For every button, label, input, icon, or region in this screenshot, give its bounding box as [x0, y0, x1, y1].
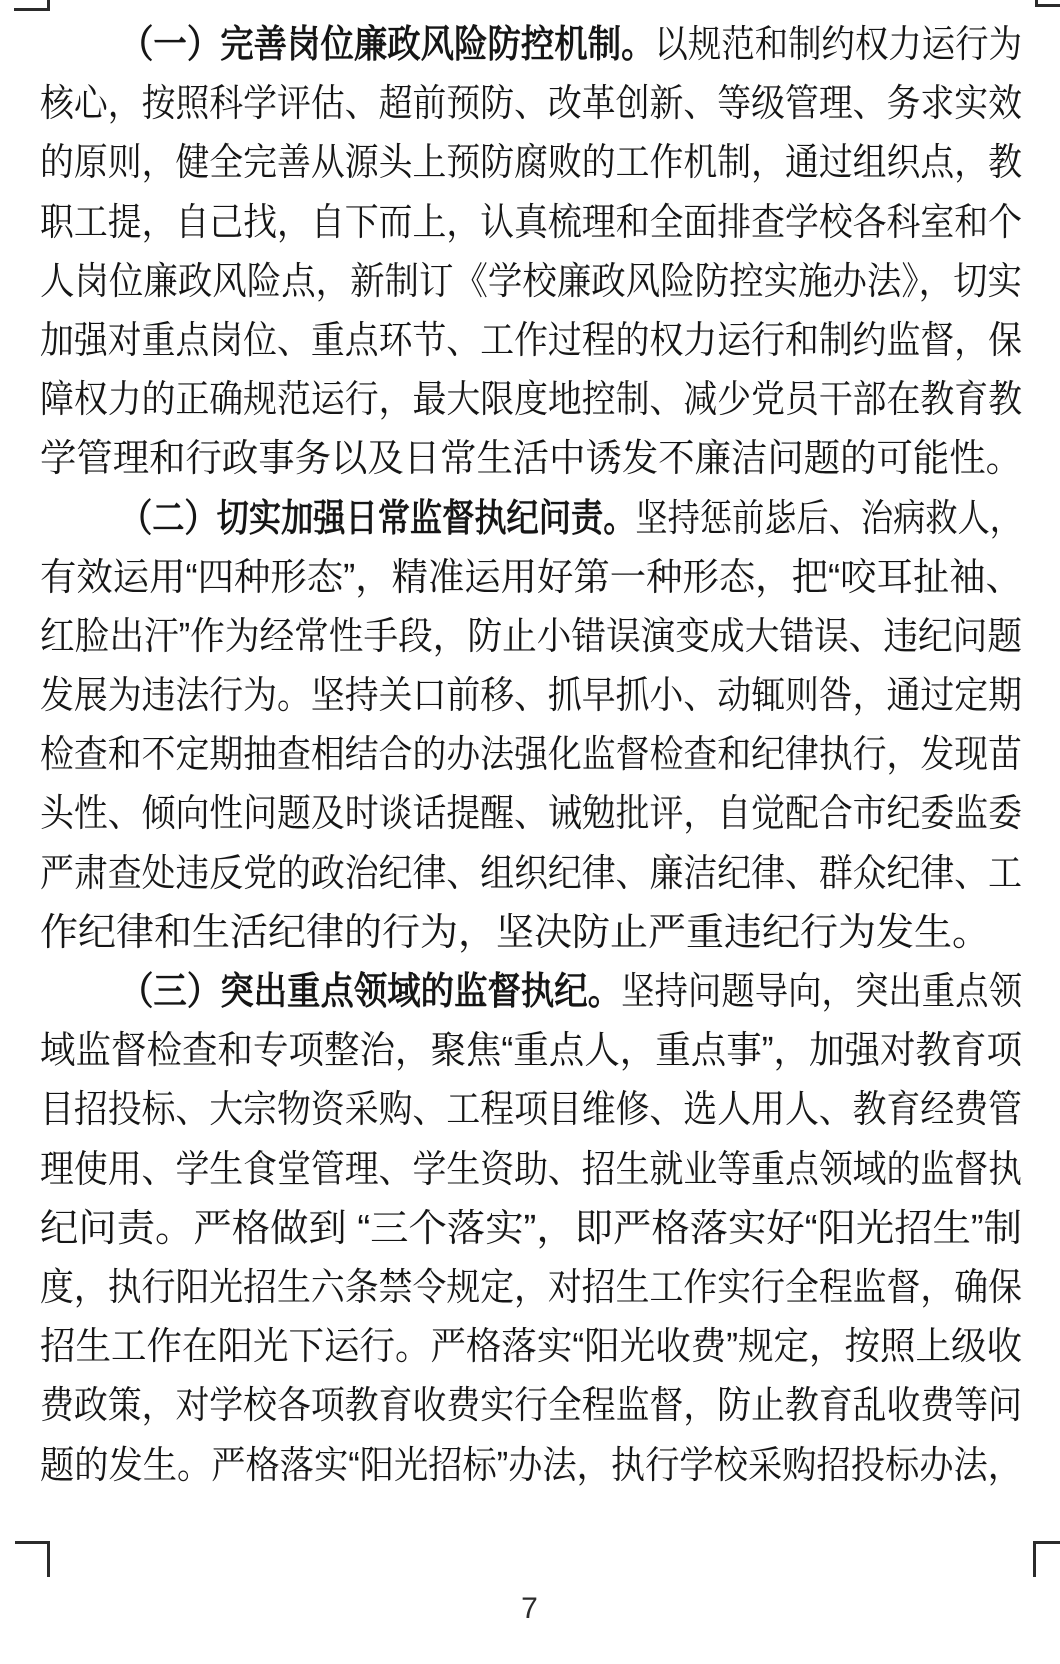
text-line [40, 785, 1022, 844]
paragraph-heading: （一）完善岗位廉政风险防控机制。 [120, 24, 655, 66]
text-line-content [40, 312, 1022, 371]
text-line-content [40, 194, 1022, 253]
text-line [40, 1022, 1022, 1081]
text-line [40, 490, 1022, 549]
text-line-content [120, 16, 1022, 75]
paragraph-text: 域监督检查和专项整治，聚焦“重点人，重点事”，加强对教育项 [40, 1030, 1022, 1073]
text-line-content [40, 1022, 1022, 1081]
text-line-content [40, 785, 1022, 844]
page-footer [0, 1592, 1060, 1626]
text-line [40, 1141, 1022, 1200]
crop-mark-bottom-left [15, 1541, 50, 1577]
paragraph-text: 理使用、学生食堂管理、学生资助、招生就业等重点领域的监督执 [40, 1148, 1022, 1191]
text-line [40, 608, 1022, 667]
paragraph-text: 坚持惩前毖后、治病救人， [635, 497, 1022, 540]
paragraph-heading: （三）突出重点领域的监督执纪。 [120, 971, 622, 1013]
text-line [40, 726, 1022, 785]
paragraph-text: 作纪律和生活纪律的行为，坚决防止严重违纪行为发生。 [40, 911, 991, 954]
paragraph-text: 加强对重点岗位、重点环节、工作过程的权力运行和制约监督，保 [40, 319, 1022, 362]
text-line [40, 549, 1022, 608]
paragraph-text: 严肃查处违反党的政治纪律、组织纪律、廉洁纪律、群众纪律、工 [40, 852, 1022, 895]
text-line [40, 1437, 1022, 1496]
paragraph-text: 头性、倾向性问题及时谈话提醒、诫勉批评，自觉配合市纪委监委 [40, 793, 1022, 836]
text-line [40, 134, 1022, 193]
paragraph-text: 有效运用“四种形态”，精准运用好第一种形态，把“咬耳扯袖、 [40, 556, 1022, 599]
text-line [40, 194, 1022, 253]
text-line-content [40, 904, 990, 963]
text-line [40, 1081, 1022, 1140]
text-line-content [40, 75, 1022, 134]
page-number: 7 [521, 1592, 539, 1625]
text-line-content [40, 253, 1022, 312]
text-line-content [40, 430, 1022, 489]
text-line-content [40, 1081, 1022, 1140]
paragraph-text: 度，执行阳光招生六条禁令规定，对招生工作实行全程监督，确保 [40, 1266, 1022, 1309]
text-line [40, 253, 1022, 312]
text-line [40, 371, 1022, 430]
paragraph-text: 费政策，对学校各项教育收费实行全程监督，防止教育乱收费等问 [40, 1385, 1022, 1428]
text-line-content [40, 371, 1022, 430]
paragraph-text: 检查和不定期抽查相结合的办法强化监督检查和纪律执行，发现苗 [40, 734, 1022, 777]
paragraph-text: 人岗位廉政风险点，新制订《学校廉政风险防控实施办法》，切实 [40, 260, 1022, 303]
paragraph-text: 纪问责。严格做到 “三个落实”，即严格落实好“阳光招生”制 [40, 1207, 1022, 1250]
text-line [40, 430, 1022, 489]
text-line-content [40, 549, 1022, 608]
paragraph-text: 红脸出汗”作为经常性手段，防止小错误演变成大错误、违纪问题 [40, 615, 1022, 658]
text-line-content [120, 490, 1022, 549]
paragraph-text: 职工提，自己找，自下而上，认真梳理和全面排查学校各科室和个 [40, 201, 1022, 244]
paragraph-text: 以规范和制约权力运行为 [654, 24, 1022, 66]
paragraph-text: 障权力的正确规范运行，最大限度地控制、减少党员干部在教育教 [40, 379, 1022, 422]
text-line [40, 667, 1022, 726]
paragraph-text: 发展为违法行为。坚持关口前移、抓早抓小、动辄则咎，通过定期 [40, 675, 1022, 718]
text-line-content [40, 1318, 1022, 1377]
text-line [40, 312, 1022, 371]
text-line [40, 963, 1022, 1022]
text-line-content [40, 1377, 1022, 1436]
text-line-content [40, 1259, 1022, 1318]
text-line-content [40, 726, 1022, 785]
text-line-content [40, 667, 1022, 726]
paragraph-text: 题的发生。严格落实“阳光招标”办法，执行学校采购招投标办法， [40, 1444, 1022, 1487]
crop-mark-bottom-right [1033, 1541, 1060, 1577]
crop-mark-top-left [14, 0, 50, 11]
paragraph-text: 学管理和行政事务以及日常生活中诱发不廉洁问题的可能性。 [40, 438, 1022, 481]
paragraph-text: 坚持问题导向，突出重点领 [621, 971, 1022, 1013]
text-line-content [40, 1141, 1022, 1200]
document-body [40, 16, 1022, 1496]
text-line-content [40, 845, 1022, 904]
text-line-content [40, 608, 1022, 667]
paragraph-heading: （二）切实加强日常监督执纪问责。 [120, 497, 636, 540]
text-line [40, 904, 1022, 963]
text-line [40, 845, 1022, 904]
text-line [40, 16, 1022, 75]
text-line [40, 1200, 1022, 1259]
paragraph-text: 目招投标、大宗物资采购、工程项目维修、选人用人、教育经费管 [40, 1089, 1022, 1132]
crop-mark-top-right [1035, 0, 1060, 7]
text-line [40, 75, 1022, 134]
text-line [40, 1259, 1022, 1318]
text-line-content [40, 1437, 1022, 1496]
text-line-content [40, 134, 1022, 193]
text-line [40, 1377, 1022, 1436]
text-line [40, 1318, 1022, 1377]
paragraph-text: 的原则，健全完善从源头上预防腐败的工作机制，通过组织点，教 [40, 142, 1022, 185]
text-line-content [120, 963, 1022, 1022]
paragraph-text: 核心，按照科学评估、超前预防、改革创新、等级管理、务求实效 [40, 83, 1022, 126]
paragraph-text: 招生工作在阳光下运行。严格落实“阳光收费”规定，按照上级收 [40, 1326, 1022, 1369]
text-line-content [40, 1200, 1022, 1259]
